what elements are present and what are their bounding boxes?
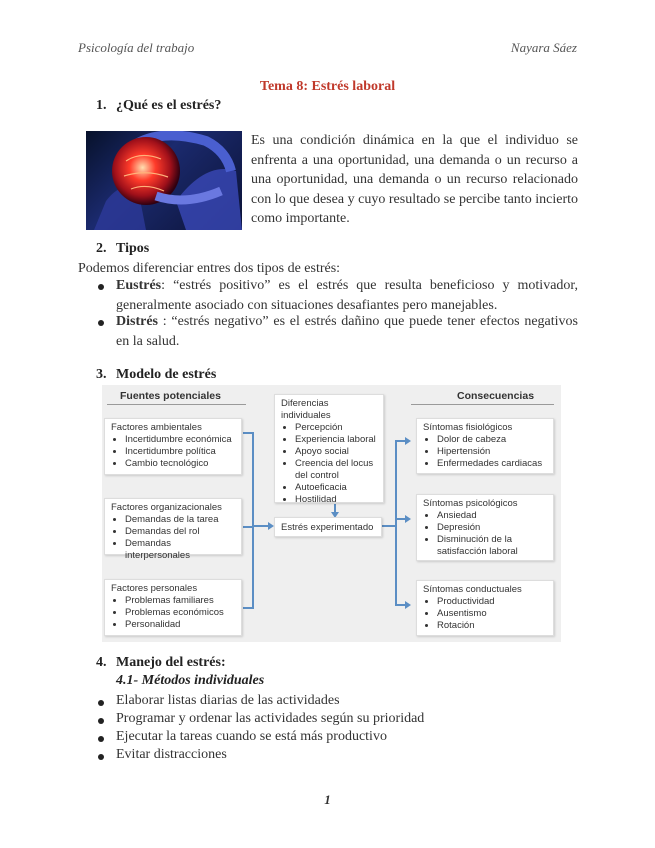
bullet-icon <box>98 700 104 706</box>
list-item: • Ansiedad <box>437 510 547 522</box>
section-4-heading: Manejo del estrés: <box>116 655 226 670</box>
list-item: Programar y ordenar las actividades según su prioridad <box>116 711 425 726</box>
page-number: 1 <box>324 792 331 807</box>
list-item: • Creencia del locus del control <box>295 458 377 482</box>
box-diferencias-individuales: Diferencias individuales • Percepción • Experiencia laboral • Apoyo social • Creencia del locus del control • Autoeficacia • Hostilidad <box>274 394 384 503</box>
list-item: • Hostilidad <box>295 494 377 506</box>
eustres-term: Eustrés <box>116 278 162 293</box>
box-factores-personales: Factores personales • Problemas familiares • Problemas económicos • Personalidad <box>104 579 242 636</box>
distres-text: “estrés negativo” es el estrés dañino que puede tener efectos negativos en la salud. <box>116 314 578 349</box>
section-3-heading: Modelo de estrés <box>116 367 217 382</box>
list-item: • Dolor de cabeza <box>437 434 547 446</box>
connector-line <box>395 440 397 606</box>
box-factores-organizacionales: Factores organizacionales • Demandas de la tarea • Demandas del rol • Demandas interpersonales <box>104 498 242 555</box>
list-item: • Incertidumbre económica <box>125 434 235 446</box>
list-item: • Productividad <box>437 596 547 608</box>
stress-model-diagram <box>102 385 561 642</box>
list-item: • Ausentismo <box>437 608 547 620</box>
list-item: • Depresión <box>437 522 547 534</box>
list-item: • Percepción <box>295 422 377 434</box>
section-1-text: Es una condición dinámica en la que el individuo se enfrenta a una oportunidad, una demanda o un recurso a una oportunidad, una demanda o un recurso relacionado con lo que desea y cuyo resultado se percibe tanto incierto como importante. <box>251 133 578 226</box>
box-estres-experimentado: Estrés experimentado <box>274 517 382 537</box>
list-item: • Incertidumbre política <box>125 446 235 458</box>
connector-line <box>252 432 254 609</box>
section-2-number: 2. <box>96 241 107 256</box>
list-item: • Cambio tecnológico <box>125 458 235 470</box>
col-head-rule <box>107 404 246 405</box>
list-item: • Disminución de la satisfacción laboral <box>437 534 547 558</box>
section-4-number: 4. <box>96 655 107 670</box>
bullet-icon <box>98 284 104 290</box>
list-item: Evitar distracciones <box>116 747 227 762</box>
distres-term: Distrés <box>116 314 158 329</box>
list-item: • Problemas familiares <box>125 595 235 607</box>
header-left: Psicología del trabajo <box>78 40 195 55</box>
page-title: Tema 8: Estrés laboral <box>259 79 396 94</box>
connector-line <box>382 525 396 527</box>
stressed-person-icon <box>86 131 242 230</box>
distres-item: Distrés : “estrés negativo” es el estrés dañino que puede tener efectos negativos en la salud. <box>116 314 578 349</box>
box-sintomas-psicologicos: Síntomas psicológicos • Ansiedad • Depresión • Disminución de la satisfacción laboral <box>416 494 554 561</box>
bullet-icon <box>98 320 104 326</box>
eustres-item: Eustrés: “estrés positivo” es el estrés que resulta beneficioso y motivador, generalmente asociado con situaciones desafiantes pero manejables. <box>116 278 579 313</box>
section-2-intro: Podemos diferenciar entres dos tipos de estrés: <box>78 261 341 276</box>
list-item: • Enfermedades cardiacas <box>437 458 547 470</box>
list-item: • Demandas de la tarea <box>125 514 235 526</box>
list-item: • Experiencia laboral <box>295 434 377 446</box>
section-4-subheading: 4.1- Métodos individuales <box>116 673 265 688</box>
arrow-right-icon <box>405 601 411 609</box>
list-item: • Hipertensión <box>437 446 547 458</box>
bullet-icon <box>98 736 104 742</box>
eustres-text: “estrés positivo” es el estrés que resulta beneficioso y motivador, generalmente asociado con situaciones desafiantes pero manejables. <box>116 278 579 313</box>
box-sintomas-conductuales: Síntomas conductuales • Productividad • Ausentismo • Rotación <box>416 580 554 636</box>
connector-line <box>252 525 269 527</box>
list-item: • Rotación <box>437 620 547 632</box>
list-item: • Demandas del rol <box>125 526 235 538</box>
col-head-sources: Fuentes potenciales <box>120 390 221 402</box>
box-sintomas-fisiologicos: Síntomas fisiológicos • Dolor de cabeza • Hipertensión • Enfermedades cardiacas <box>416 418 554 474</box>
list-item: Ejecutar la tareas cuando se está más productivo <box>116 729 387 744</box>
bullet-icon <box>98 718 104 724</box>
stress-image <box>86 131 242 230</box>
list-item: Elaborar listas diarias de las actividades <box>116 693 340 708</box>
list-item: • Personalidad <box>125 619 235 631</box>
col-head-rule <box>411 404 554 405</box>
box-factores-ambientales: Factores ambientales • Incertidumbre económica • Incertidumbre política • Cambio tecnológico <box>104 418 242 475</box>
arrow-right-icon <box>405 437 411 445</box>
list-item: • Apoyo social <box>295 446 377 458</box>
section-1-number: 1. <box>96 98 107 113</box>
section-1-heading: ¿Qué es el estrés? <box>116 98 222 113</box>
section-3-number: 3. <box>96 367 107 382</box>
list-item: • Demandas interpersonales <box>125 538 235 562</box>
arrow-right-icon <box>405 515 411 523</box>
bullet-icon <box>98 754 104 760</box>
list-item: • Problemas económicos <box>125 607 235 619</box>
header-right: Nayara Sáez <box>510 40 577 55</box>
list-item: • Autoeficacia <box>295 482 377 494</box>
col-head-consequences: Consecuencias <box>457 390 535 402</box>
section-2-heading: Tipos <box>116 241 150 256</box>
